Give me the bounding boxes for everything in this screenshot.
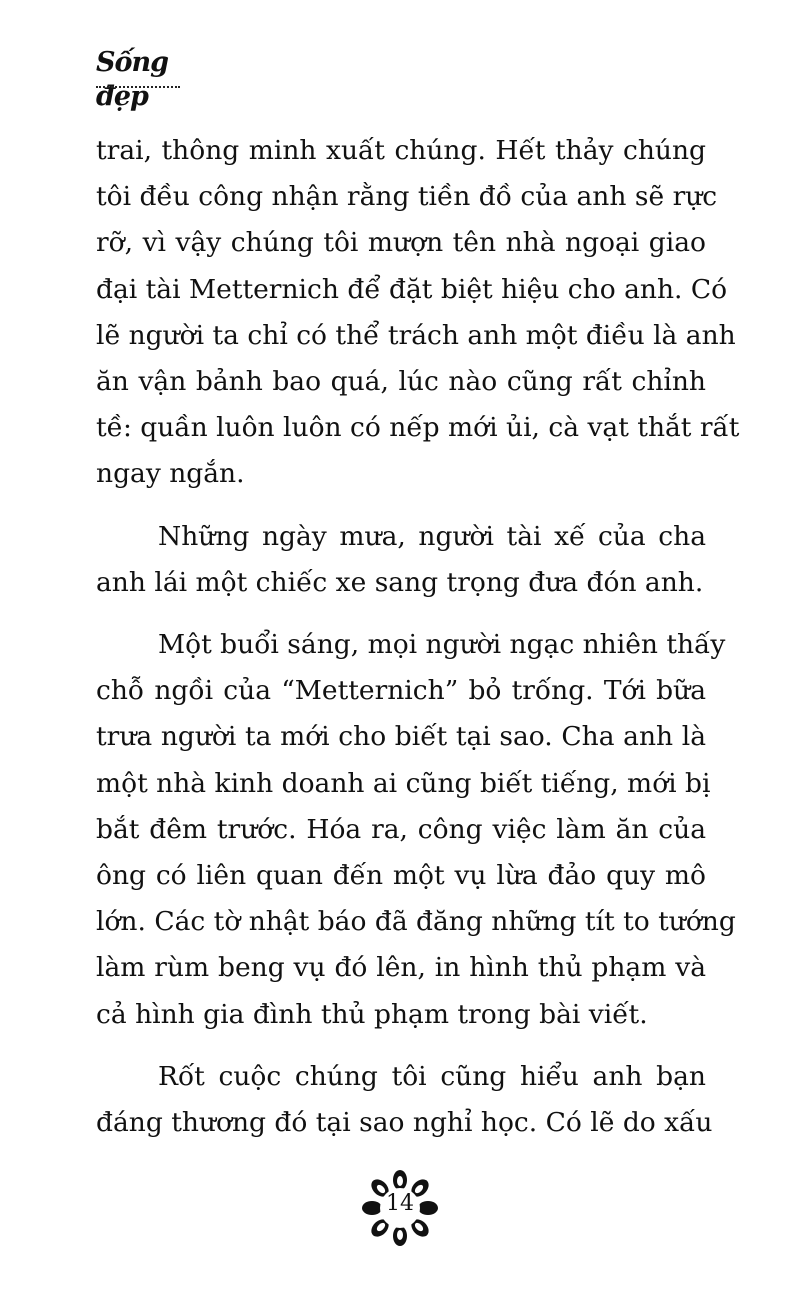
text-line: rỡ, vì vậy chúng tôi mượn tên nhà ngoại giao [96, 227, 706, 259]
text-line: ông có liên quan đến một vụ lừa đảo quy mô [96, 860, 706, 892]
text-line: ngay ngắn. [96, 458, 245, 490]
text-line: lớn. Các tờ nhật báo đã đăng những tít to tướng [96, 906, 736, 938]
text-line: Rốt cuộc chúng tôi cũng hiểu anh bạn [158, 1060, 706, 1092]
paragraph-2 [96, 514, 706, 606]
text-line: Một buổi sáng, mọi người ngạc nhiên thấy [158, 629, 726, 661]
paragraph-gap [96, 1038, 706, 1054]
text-line: chỗ ngồi của “Metternich” bỏ trống. Tới bữa [96, 675, 706, 707]
paragraph-1 [96, 128, 740, 498]
text-line: tề: quần luôn luôn có nếp mới ủi, cà vạt thắt rất [96, 412, 740, 444]
text-line: anh lái một chiếc xe sang trọng đưa đón anh. [96, 566, 704, 598]
text-line: cả hình gia đình thủ phạm trong bài viết. [96, 998, 648, 1030]
text-line: một nhà kinh doanh ai cũng biết tiếng, mới bị [96, 767, 711, 799]
text-line: đáng thương đó tại sao nghỉ học. Có lẽ do xấu [96, 1107, 713, 1139]
paragraph-4 [96, 1054, 713, 1146]
paragraph-gap [96, 606, 706, 622]
text-line: trưa người ta mới cho biết tại sao. Cha anh là [96, 721, 706, 753]
header-dotted-rule [96, 86, 180, 88]
page-number: 14 [386, 1191, 414, 1216]
text-line: trai, thông minh xuất chúng. Hết thảy chúng [96, 135, 706, 166]
paragraph-3 [96, 622, 736, 1038]
text-line: tôi đều công nhận rằng tiền đồ của anh sẽ rực [96, 181, 718, 213]
text-line: bắt đêm trước. Hóa ra, công việc làm ăn của [96, 813, 706, 845]
page-number-block [360, 1168, 440, 1248]
text-line: làm rùm beng vụ đó lên, in hình thủ phạm và [96, 952, 706, 984]
header-title: Sống đẹp [96, 47, 169, 112]
text-line: đại tài Metternich để đặt biệt hiệu cho anh. Có [96, 273, 728, 305]
running-header [96, 46, 196, 112]
text-line: ăn vận bảnh bao quá, lúc nào cũng rất chỉnh [96, 366, 706, 398]
page-body [96, 128, 740, 1146]
text-line: Những ngày mưa, người tài xế của cha [158, 520, 706, 552]
paragraph-gap [96, 498, 706, 514]
text-line: lẽ người ta chỉ có thể trách anh một điều là anh [96, 319, 736, 351]
